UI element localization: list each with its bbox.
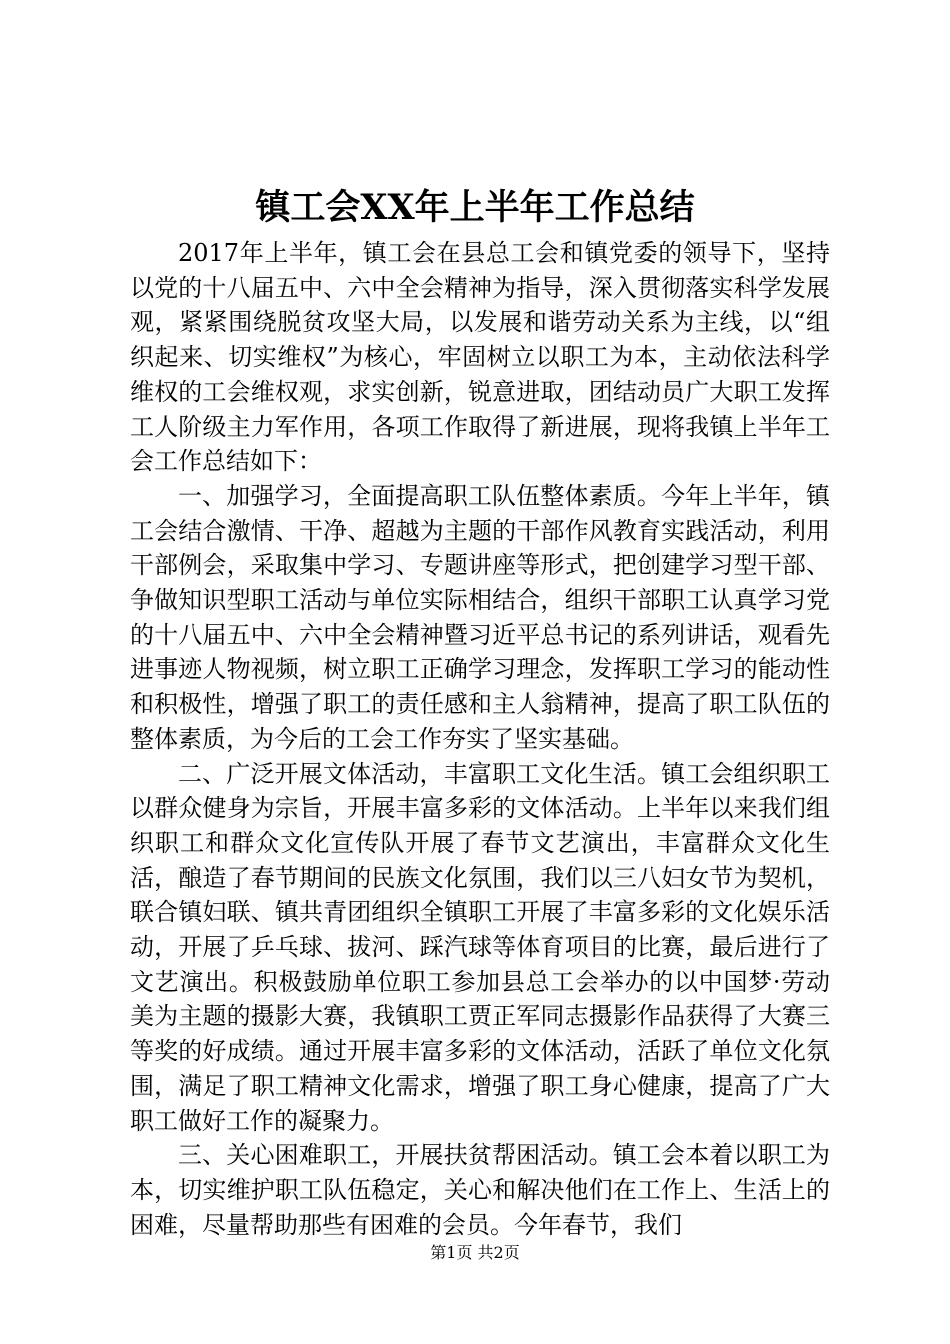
document-title: 镇工会XX年上半年工作总结: [255, 187, 695, 228]
page-number-footer: 第1页 共2页: [430, 1243, 520, 1262]
paragraph-intro: 2017年上半年，镇工会在县总工会和镇党委的领导下，坚持以党的十八届五中、六中全会精神为指导，深入贯彻落实科学发展观，紧紧围绕脱贫攻坚大局，以发展和谐劳动关系为主线，以“组织起来、切实维权”为核心，牢固树立以职工为本，主动依法科学维权的工会维权观，求实创新，锐意进取，团结动员广大职工发挥工人阶级主力军作用，各项工作取得了新进展，现将我镇上半年工会工作总结如下：: [130, 239, 830, 476]
paragraph-section-1: 一、加强学习，全面提高职工队伍整体素质。今年上半年，镇工会结合激情、干净、超越为主题的干部作风教育实践活动，利用干部例会，采取集中学习、专题讲座等形式，把创建学习型干部、争做知识型职工活动与单位实际相结合，组织干部职工认真学习党的十八届五中、六中全会精神暨习近平总书记的系列讲话，观看先进事迹人物视频，树立职工正确学习理念，发挥职工学习的能动性和积极性，增强了职工的责任感和主人翁精神，提高了职工队伍的整体素质，为今后的工会工作夯实了坚实基础。: [130, 481, 830, 753]
paragraph-section-3: 三、关心困难职工，开展扶贫帮困活动。镇工会本着以职工为本，切实维护职工队伍稳定，关心和解决他们在工作上、生活上的困难，尽量帮助那些有困难的会员。今年春节，我们: [130, 1141, 830, 1239]
paragraph-section-2: 二、广泛开展文体活动，丰富职工文化生活。镇工会组织职工以群众健身为宗旨，开展丰富多彩的文体活动。上半年以来我们组织职工和群众文化宣传队开展了春节文艺演出，丰富群众文化生活，酿造了春节期间的民族文化氛围，我们以三八妇女节为契机，联合镇妇联、镇共青团组织全镇职工开展了丰富多彩的文化娱乐活动，开展了乒乓球、拔河、踩汽球等体育项目的比赛，最后进行了文艺演出。积极鼓励单位职工参加县总工会举办的以中国梦·劳动美为主题的摄影大赛，我镇职工贾正军同志摄影作品获得了大赛三等奖的好成绩。通过开展丰富多彩的文体活动，活跃了单位文化氛围，满足了职工精神文化需求，增强了职工身心健康，提高了广大职工做好工作的凝聚力。: [130, 759, 830, 1135]
document-body: [130, 236, 830, 1242]
